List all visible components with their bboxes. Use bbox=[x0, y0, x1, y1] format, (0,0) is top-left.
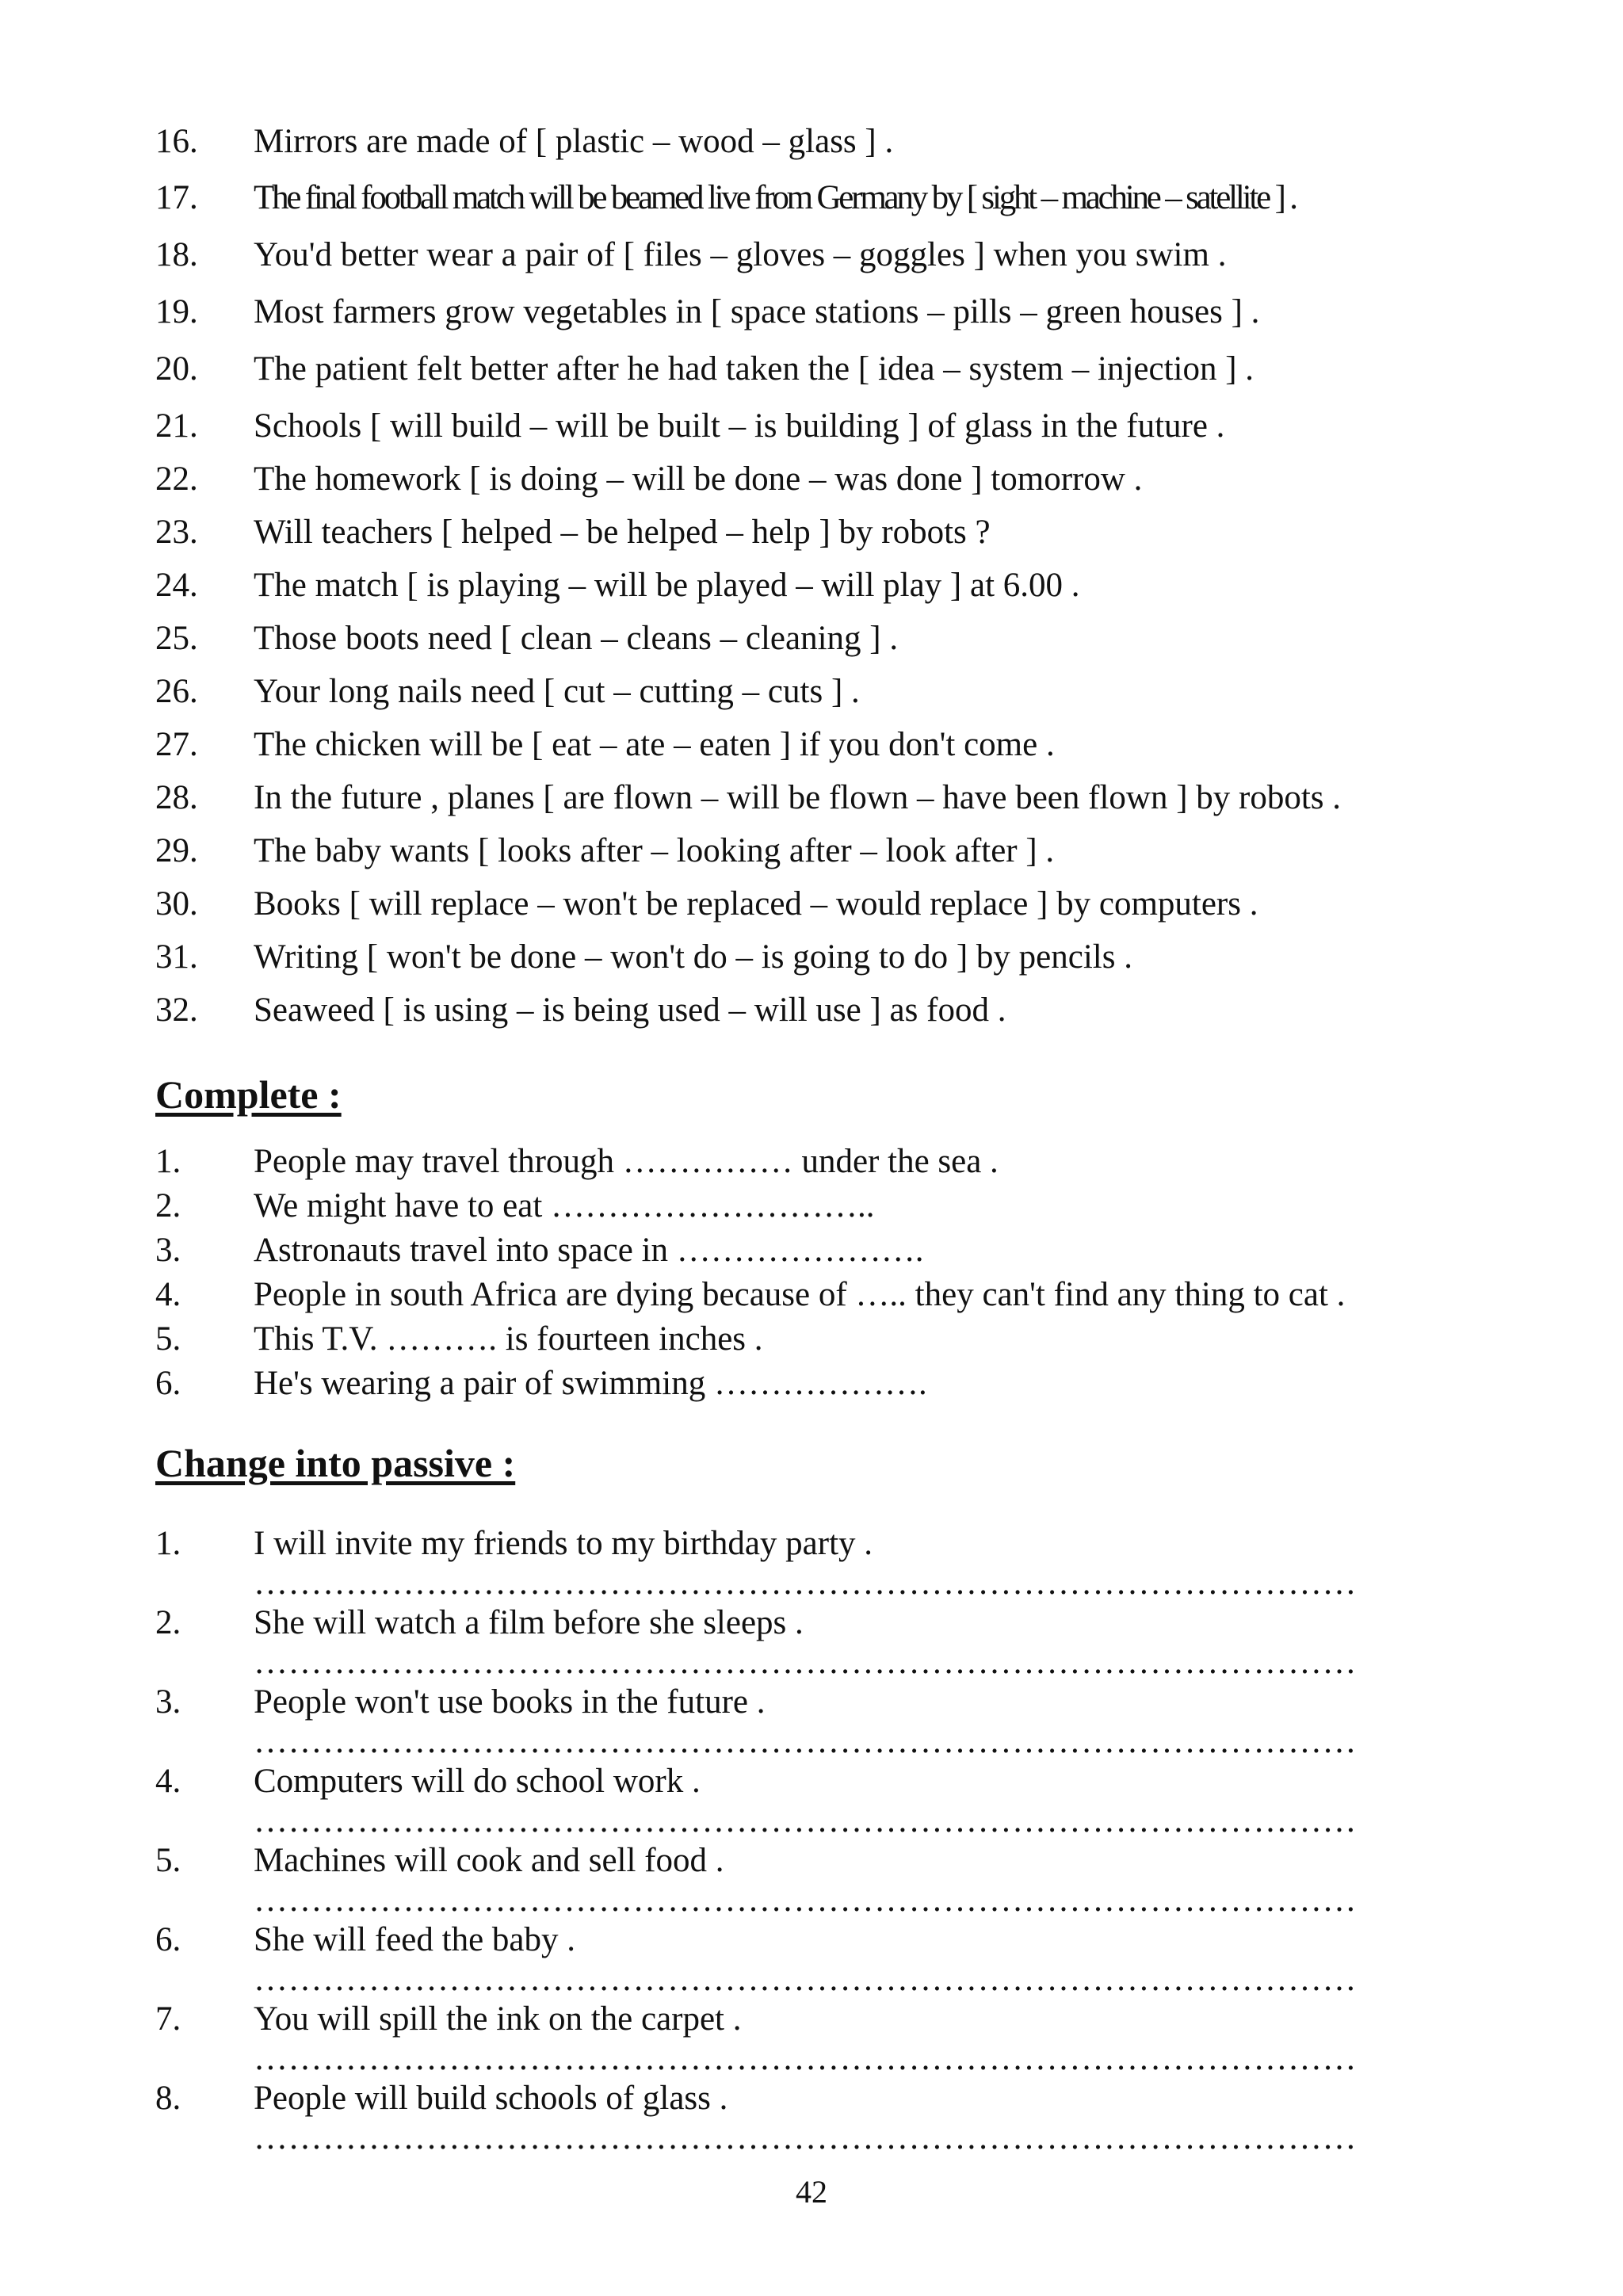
item-text: She will watch a film before she sleeps . bbox=[254, 1604, 804, 1641]
answer-line[interactable]: …………………………………………………………………………………… bbox=[254, 1802, 1357, 1839]
item-text: Books [ will replace – won't be replaced – would replace ] by computers . bbox=[254, 885, 1258, 923]
item-text: Machines will cook and sell food . bbox=[254, 1842, 724, 1879]
item-number: 4. bbox=[155, 1276, 181, 1313]
item-number: 3. bbox=[155, 1232, 181, 1269]
item-number: 8. bbox=[155, 2080, 181, 2117]
item-text: The chicken will be [ eat – ate – eaten ] if you don't come . bbox=[254, 726, 1055, 763]
item-text: Astronauts travel into space in …………………. bbox=[254, 1232, 924, 1269]
answer-line[interactable]: …………………………………………………………………………………… bbox=[254, 1881, 1357, 1919]
item-text: Seaweed [ is using – is being used – will use ] as food . bbox=[254, 991, 1006, 1029]
item-number: 22. bbox=[155, 460, 198, 498]
item-number: 31. bbox=[155, 938, 198, 976]
item-number: 32. bbox=[155, 991, 198, 1029]
item-text: Computers will do school work . bbox=[254, 1763, 701, 1800]
item-number: 25. bbox=[155, 620, 198, 657]
item-number: 3. bbox=[155, 1683, 181, 1721]
item-number: 19. bbox=[155, 293, 198, 330]
answer-line[interactable]: …………………………………………………………………………………… bbox=[254, 2040, 1357, 2077]
item-text: Most farmers grow vegetables in [ space stations – pills – green houses ] . bbox=[254, 293, 1260, 330]
item-number: 1. bbox=[155, 1143, 181, 1180]
item-number: 30. bbox=[155, 885, 198, 923]
item-text: The final football match will be beamed live from Germany by [ sight – machine – satellite ] . bbox=[254, 179, 1296, 216]
item-number: 17. bbox=[155, 179, 198, 216]
item-text: She will feed the baby . bbox=[254, 1921, 576, 1958]
item-number: 23. bbox=[155, 514, 198, 551]
item-number: 5. bbox=[155, 1320, 181, 1358]
item-number: 29. bbox=[155, 832, 198, 869]
item-number: 6. bbox=[155, 1365, 181, 1402]
item-text: People may travel through …………… under the sea . bbox=[254, 1143, 999, 1180]
answer-line[interactable]: …………………………………………………………………………………… bbox=[254, 1644, 1357, 1681]
passive-heading: Change into passive : bbox=[155, 1441, 516, 1485]
item-text: Will teachers [ helped – be helped – help ] by robots ? bbox=[254, 514, 991, 551]
item-text: Schools [ will build – will be built – is building ] of glass in the future . bbox=[254, 407, 1225, 445]
item-text: He's wearing a pair of swimming ………………. bbox=[254, 1365, 927, 1402]
item-text: We might have to eat ……………………….. bbox=[254, 1187, 875, 1224]
item-text: The match [ is playing – will be played – will play ] at 6.00 . bbox=[254, 567, 1080, 604]
complete-heading: Complete : bbox=[155, 1072, 342, 1117]
item-number: 24. bbox=[155, 567, 198, 604]
answer-line[interactable]: …………………………………………………………………………………… bbox=[254, 1564, 1357, 1602]
item-text: Mirrors are made of [ plastic – wood – glass ] . bbox=[254, 123, 894, 160]
item-text: Your long nails need [ cut – cutting – cuts ] . bbox=[254, 673, 860, 710]
item-number: 2. bbox=[155, 1187, 181, 1224]
item-number: 1. bbox=[155, 1525, 181, 1562]
item-number: 2. bbox=[155, 1604, 181, 1641]
item-number: 21. bbox=[155, 407, 198, 445]
item-text: People in south Africa are dying because of ….. they can't find any thing to cat . bbox=[254, 1276, 1346, 1313]
item-text: Those boots need [ clean – cleans – cleaning ] . bbox=[254, 620, 899, 657]
item-number: 26. bbox=[155, 673, 198, 710]
item-number: 5. bbox=[155, 1842, 181, 1879]
item-number: 28. bbox=[155, 779, 198, 816]
item-text: You will spill the ink on the carpet . bbox=[254, 2000, 742, 2038]
item-number: 6. bbox=[155, 1921, 181, 1958]
item-number: 4. bbox=[155, 1763, 181, 1800]
answer-line[interactable]: …………………………………………………………………………………… bbox=[254, 2119, 1357, 2157]
item-text: The homework [ is doing – will be done – was done ] tomorrow . bbox=[254, 460, 1143, 498]
answer-line[interactable]: …………………………………………………………………………………… bbox=[254, 1961, 1357, 1998]
item-text: I will invite my friends to my birthday party . bbox=[254, 1525, 873, 1562]
item-text: People won't use books in the future . bbox=[254, 1683, 766, 1721]
item-number: 16. bbox=[155, 123, 198, 160]
item-text: In the future , planes [ are flown – will be flown – have been flown ] by robots . bbox=[254, 779, 1342, 816]
item-text: People will build schools of glass . bbox=[254, 2080, 728, 2117]
item-number: 7. bbox=[155, 2000, 181, 2038]
item-text: You'd better wear a pair of [ files – gloves – goggles ] when you swim . bbox=[254, 236, 1227, 273]
page-number: 42 bbox=[796, 2174, 827, 2210]
item-number: 27. bbox=[155, 726, 198, 763]
item-number: 20. bbox=[155, 350, 198, 388]
answer-line[interactable]: …………………………………………………………………………………… bbox=[254, 1723, 1357, 1760]
item-text: The patient felt better after he had taken the [ idea – system – injection ] . bbox=[254, 350, 1254, 388]
item-text: Writing [ won't be done – won't do – is going to do ] by pencils . bbox=[254, 938, 1132, 976]
item-text: This T.V. ………. is fourteen inches . bbox=[254, 1320, 763, 1358]
item-text: The baby wants [ looks after – looking after – look after ] . bbox=[254, 832, 1055, 869]
item-number: 18. bbox=[155, 236, 198, 273]
